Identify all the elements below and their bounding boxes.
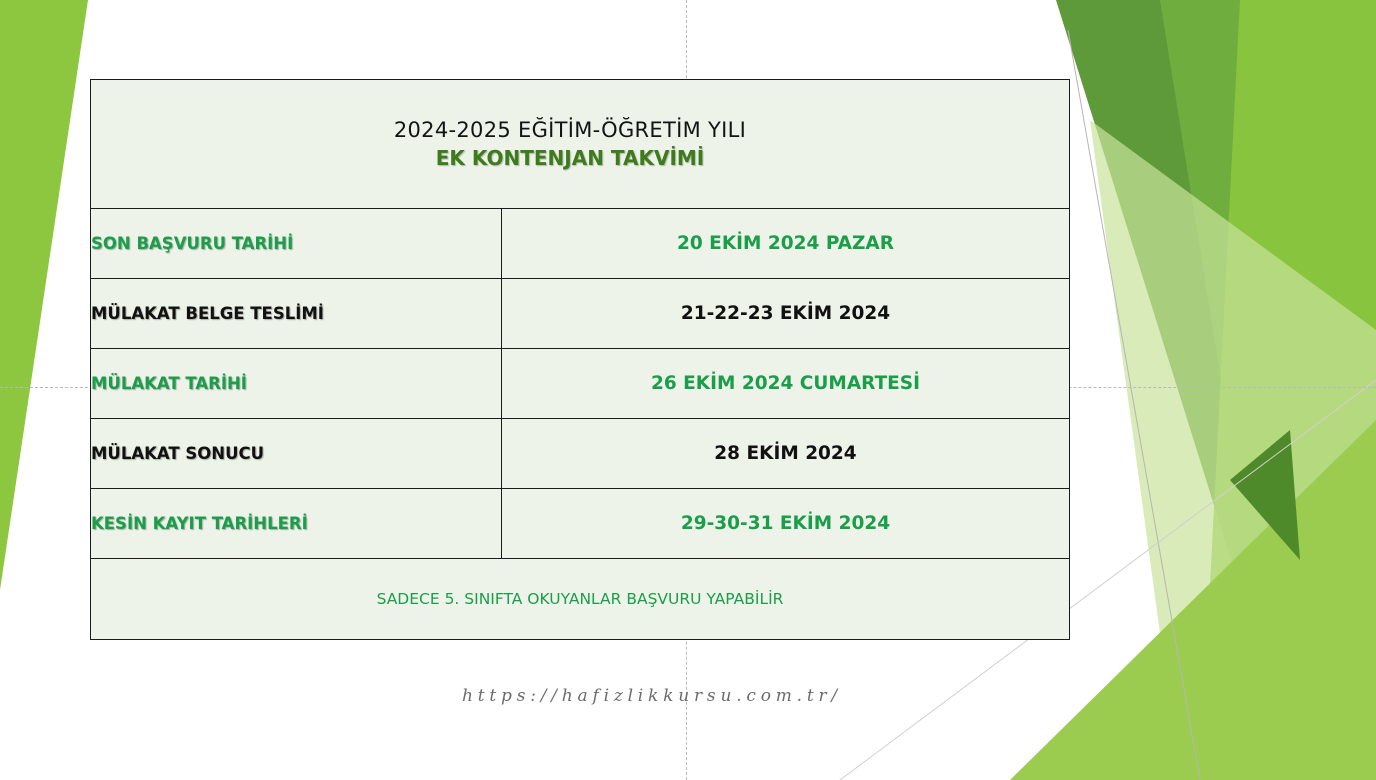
table-row bbox=[91, 349, 1070, 419]
row-label-interview-result: MÜLAKAT SONUCU bbox=[91, 419, 502, 489]
row-label-document-submission: MÜLAKAT BELGE TESLİMİ bbox=[91, 279, 502, 349]
row-value-application-deadline: 20 EKİM 2024 PAZAR bbox=[502, 209, 1070, 279]
row-value-final-registration: 29-30-31 EKİM 2024 bbox=[502, 489, 1070, 559]
row-label-application-deadline: SON BAŞVURU TARİHİ bbox=[91, 209, 502, 279]
row-value-interview-date: 26 EKİM 2024 CUMARTESİ bbox=[502, 349, 1070, 419]
left-green-shape bbox=[0, 0, 88, 590]
eligibility-note: SADECE 5. SINIFTA OKUYANLAR BAŞVURU YAPABİLİR bbox=[91, 559, 1070, 640]
table-title-heading: EK KONTENJAN TAKVİMİ bbox=[435, 146, 705, 170]
table-title-year: 2024-2025 EĞİTİM-ÖĞRETİM YILI bbox=[393, 118, 747, 142]
row-label-interview-date: MÜLAKAT TARİHİ bbox=[91, 349, 502, 419]
table-row bbox=[91, 209, 1070, 279]
row-value-interview-result: 28 EKİM 2024 bbox=[502, 419, 1070, 489]
website-url: https://hafizlikkursu.com.tr/ bbox=[462, 686, 842, 706]
calendar-table bbox=[90, 79, 1070, 640]
row-label-final-registration: KESİN KAYIT TARİHLERİ bbox=[91, 489, 502, 559]
table-title-cell bbox=[91, 80, 1070, 209]
table-row bbox=[91, 419, 1070, 489]
table-row bbox=[91, 489, 1070, 559]
row-value-document-submission: 21-22-23 EKİM 2024 bbox=[502, 279, 1070, 349]
table-row bbox=[91, 279, 1070, 349]
